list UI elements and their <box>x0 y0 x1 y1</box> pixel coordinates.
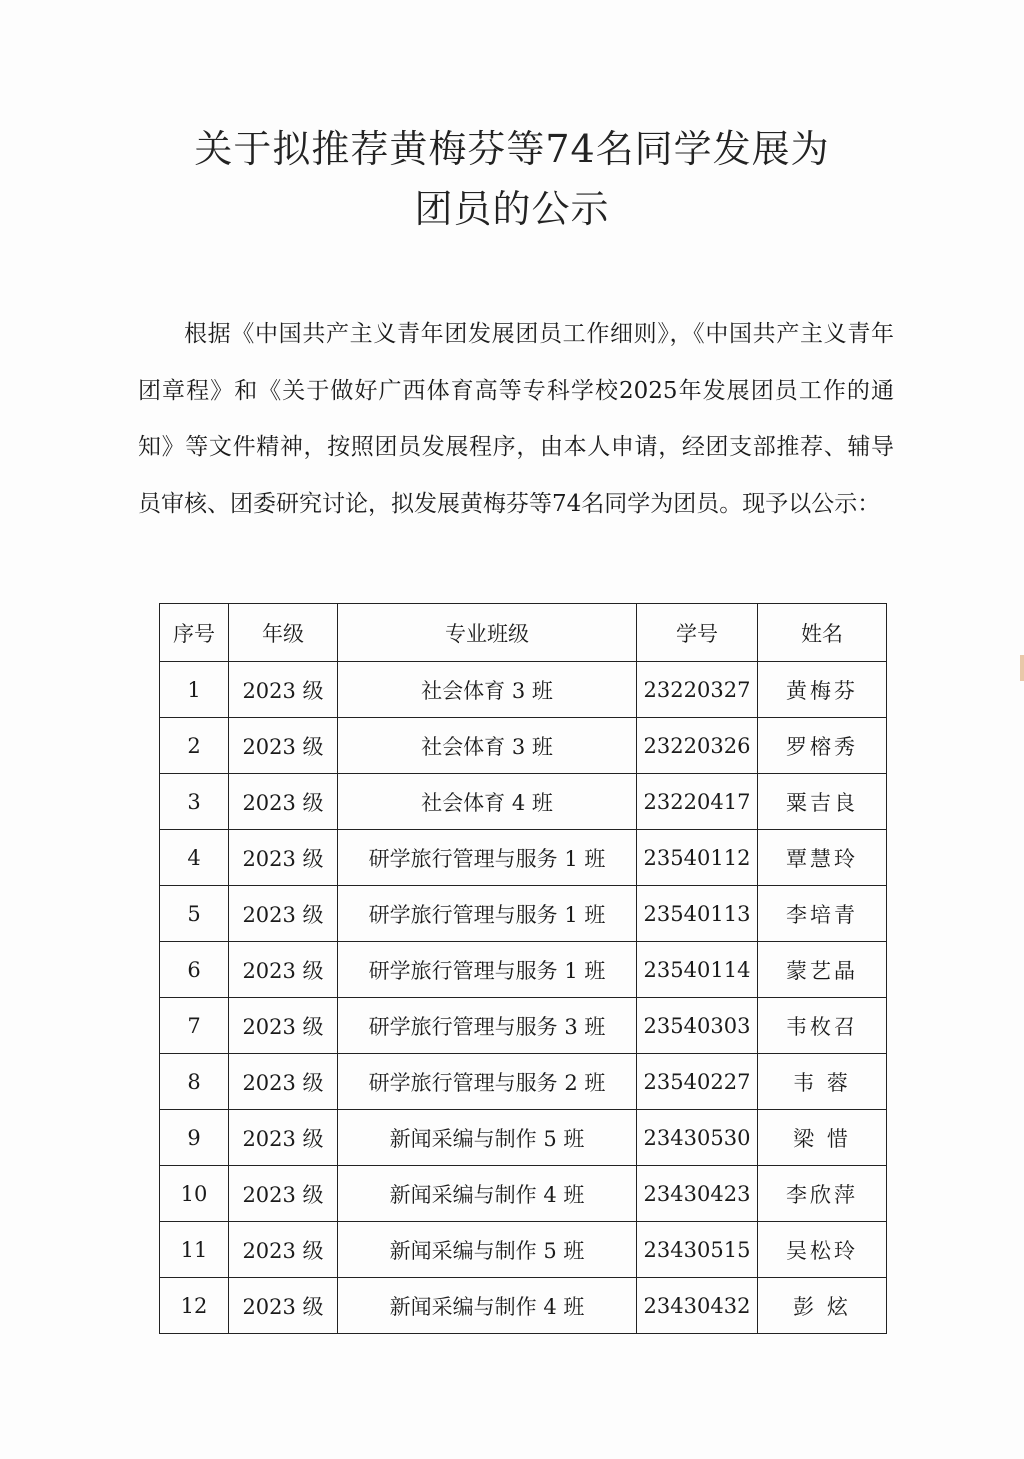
cell-student-id: 23540227 <box>637 1054 758 1110</box>
cell-class: 新闻采编与制作 5 班 <box>338 1222 637 1278</box>
cell-name: 黄梅芬 <box>758 662 887 718</box>
cell-student-id: 23540112 <box>637 830 758 886</box>
header-class: 专业班级 <box>338 604 637 662</box>
table-row <box>160 830 887 886</box>
cell-grade: 2023 级 <box>229 718 338 774</box>
cell-name: 覃慧玲 <box>758 830 887 886</box>
scan-edge-mark <box>1020 655 1024 681</box>
cell-grade: 2023 级 <box>229 1278 338 1334</box>
cell-name: 罗榕秀 <box>758 718 887 774</box>
cell-class: 社会体育 4 班 <box>338 774 637 830</box>
cell-name: 彭 炫 <box>758 1278 887 1334</box>
cell-grade: 2023 级 <box>229 1110 338 1166</box>
header-grade: 年级 <box>229 604 338 662</box>
cell-name: 蒙艺晶 <box>758 942 887 998</box>
cell-index: 7 <box>160 998 229 1054</box>
cell-name: 梁 惜 <box>758 1110 887 1166</box>
cell-grade: 2023 级 <box>229 774 338 830</box>
cell-index: 5 <box>160 886 229 942</box>
cell-class: 研学旅行管理与服务 1 班 <box>338 886 637 942</box>
cell-name: 吴松玲 <box>758 1222 887 1278</box>
cell-index: 4 <box>160 830 229 886</box>
cell-name: 李培青 <box>758 886 887 942</box>
cell-grade: 2023 级 <box>229 886 338 942</box>
cell-student-id: 23220417 <box>637 774 758 830</box>
page-title-line-2: 团员的公示 <box>414 187 610 231</box>
cell-index: 3 <box>160 774 229 830</box>
table-row <box>160 942 887 998</box>
table-row <box>160 1278 887 1334</box>
cell-student-id: 23540114 <box>637 942 758 998</box>
cell-class: 新闻采编与制作 4 班 <box>338 1166 637 1222</box>
cell-student-id: 23540303 <box>637 998 758 1054</box>
cell-name: 李欣萍 <box>758 1166 887 1222</box>
cell-class: 研学旅行管理与服务 2 班 <box>338 1054 637 1110</box>
page-title-line-1: 关于拟推荐黄梅芬等74名同学发展为 <box>194 127 830 171</box>
cell-index: 10 <box>160 1166 229 1222</box>
table-row <box>160 1222 887 1278</box>
cell-student-id: 23220327 <box>637 662 758 718</box>
cell-class: 社会体育 3 班 <box>338 718 637 774</box>
cell-student-id: 23430423 <box>637 1166 758 1222</box>
cell-index: 1 <box>160 662 229 718</box>
cell-student-id: 23220326 <box>637 718 758 774</box>
cell-index: 12 <box>160 1278 229 1334</box>
cell-student-id: 23430432 <box>637 1278 758 1334</box>
table-row <box>160 886 887 942</box>
cell-grade: 2023 级 <box>229 942 338 998</box>
cell-student-id: 23430530 <box>637 1110 758 1166</box>
cell-class: 新闻采编与制作 5 班 <box>338 1110 637 1166</box>
notice-paragraph: 根据《中国共产主义青年团发展团员工作细则》，《中国共产主义青年团章程》和《关于做好广西体育高等专科学校2025年发展团员工作的通知》等文件精神，按照团员发展程序，由本人申请，经团支部推荐、辅导员审核、团委研究讨论，拟发展黄梅芬等74名同学为团员。现予以公示： <box>138 321 894 517</box>
header-index: 序号 <box>160 604 229 662</box>
cell-grade: 2023 级 <box>229 1166 338 1222</box>
cell-grade: 2023 级 <box>229 998 338 1054</box>
table-row <box>160 1110 887 1166</box>
table-row <box>160 774 887 830</box>
candidate-table <box>159 603 887 1334</box>
cell-name: 韦 蓉 <box>758 1054 887 1110</box>
cell-index: 9 <box>160 1110 229 1166</box>
cell-grade: 2023 级 <box>229 1054 338 1110</box>
cell-index: 11 <box>160 1222 229 1278</box>
cell-index: 8 <box>160 1054 229 1110</box>
cell-name: 粟吉良 <box>758 774 887 830</box>
cell-name: 韦枚召 <box>758 998 887 1054</box>
cell-class: 新闻采编与制作 4 班 <box>338 1278 637 1334</box>
table-row <box>160 1054 887 1110</box>
table-row <box>160 998 887 1054</box>
header-name: 姓名 <box>758 604 887 662</box>
cell-student-id: 23430515 <box>637 1222 758 1278</box>
table-row <box>160 1166 887 1222</box>
cell-class: 社会体育 3 班 <box>338 662 637 718</box>
cell-index: 6 <box>160 942 229 998</box>
cell-grade: 2023 级 <box>229 662 338 718</box>
table-row <box>160 718 887 774</box>
cell-grade: 2023 级 <box>229 830 338 886</box>
header-student-id: 学号 <box>637 604 758 662</box>
table-header-row <box>160 604 887 662</box>
cell-class: 研学旅行管理与服务 1 班 <box>338 942 637 998</box>
cell-class: 研学旅行管理与服务 3 班 <box>338 998 637 1054</box>
cell-student-id: 23540113 <box>637 886 758 942</box>
cell-grade: 2023 级 <box>229 1222 338 1278</box>
cell-index: 2 <box>160 718 229 774</box>
cell-class: 研学旅行管理与服务 1 班 <box>338 830 637 886</box>
table-row <box>160 662 887 718</box>
